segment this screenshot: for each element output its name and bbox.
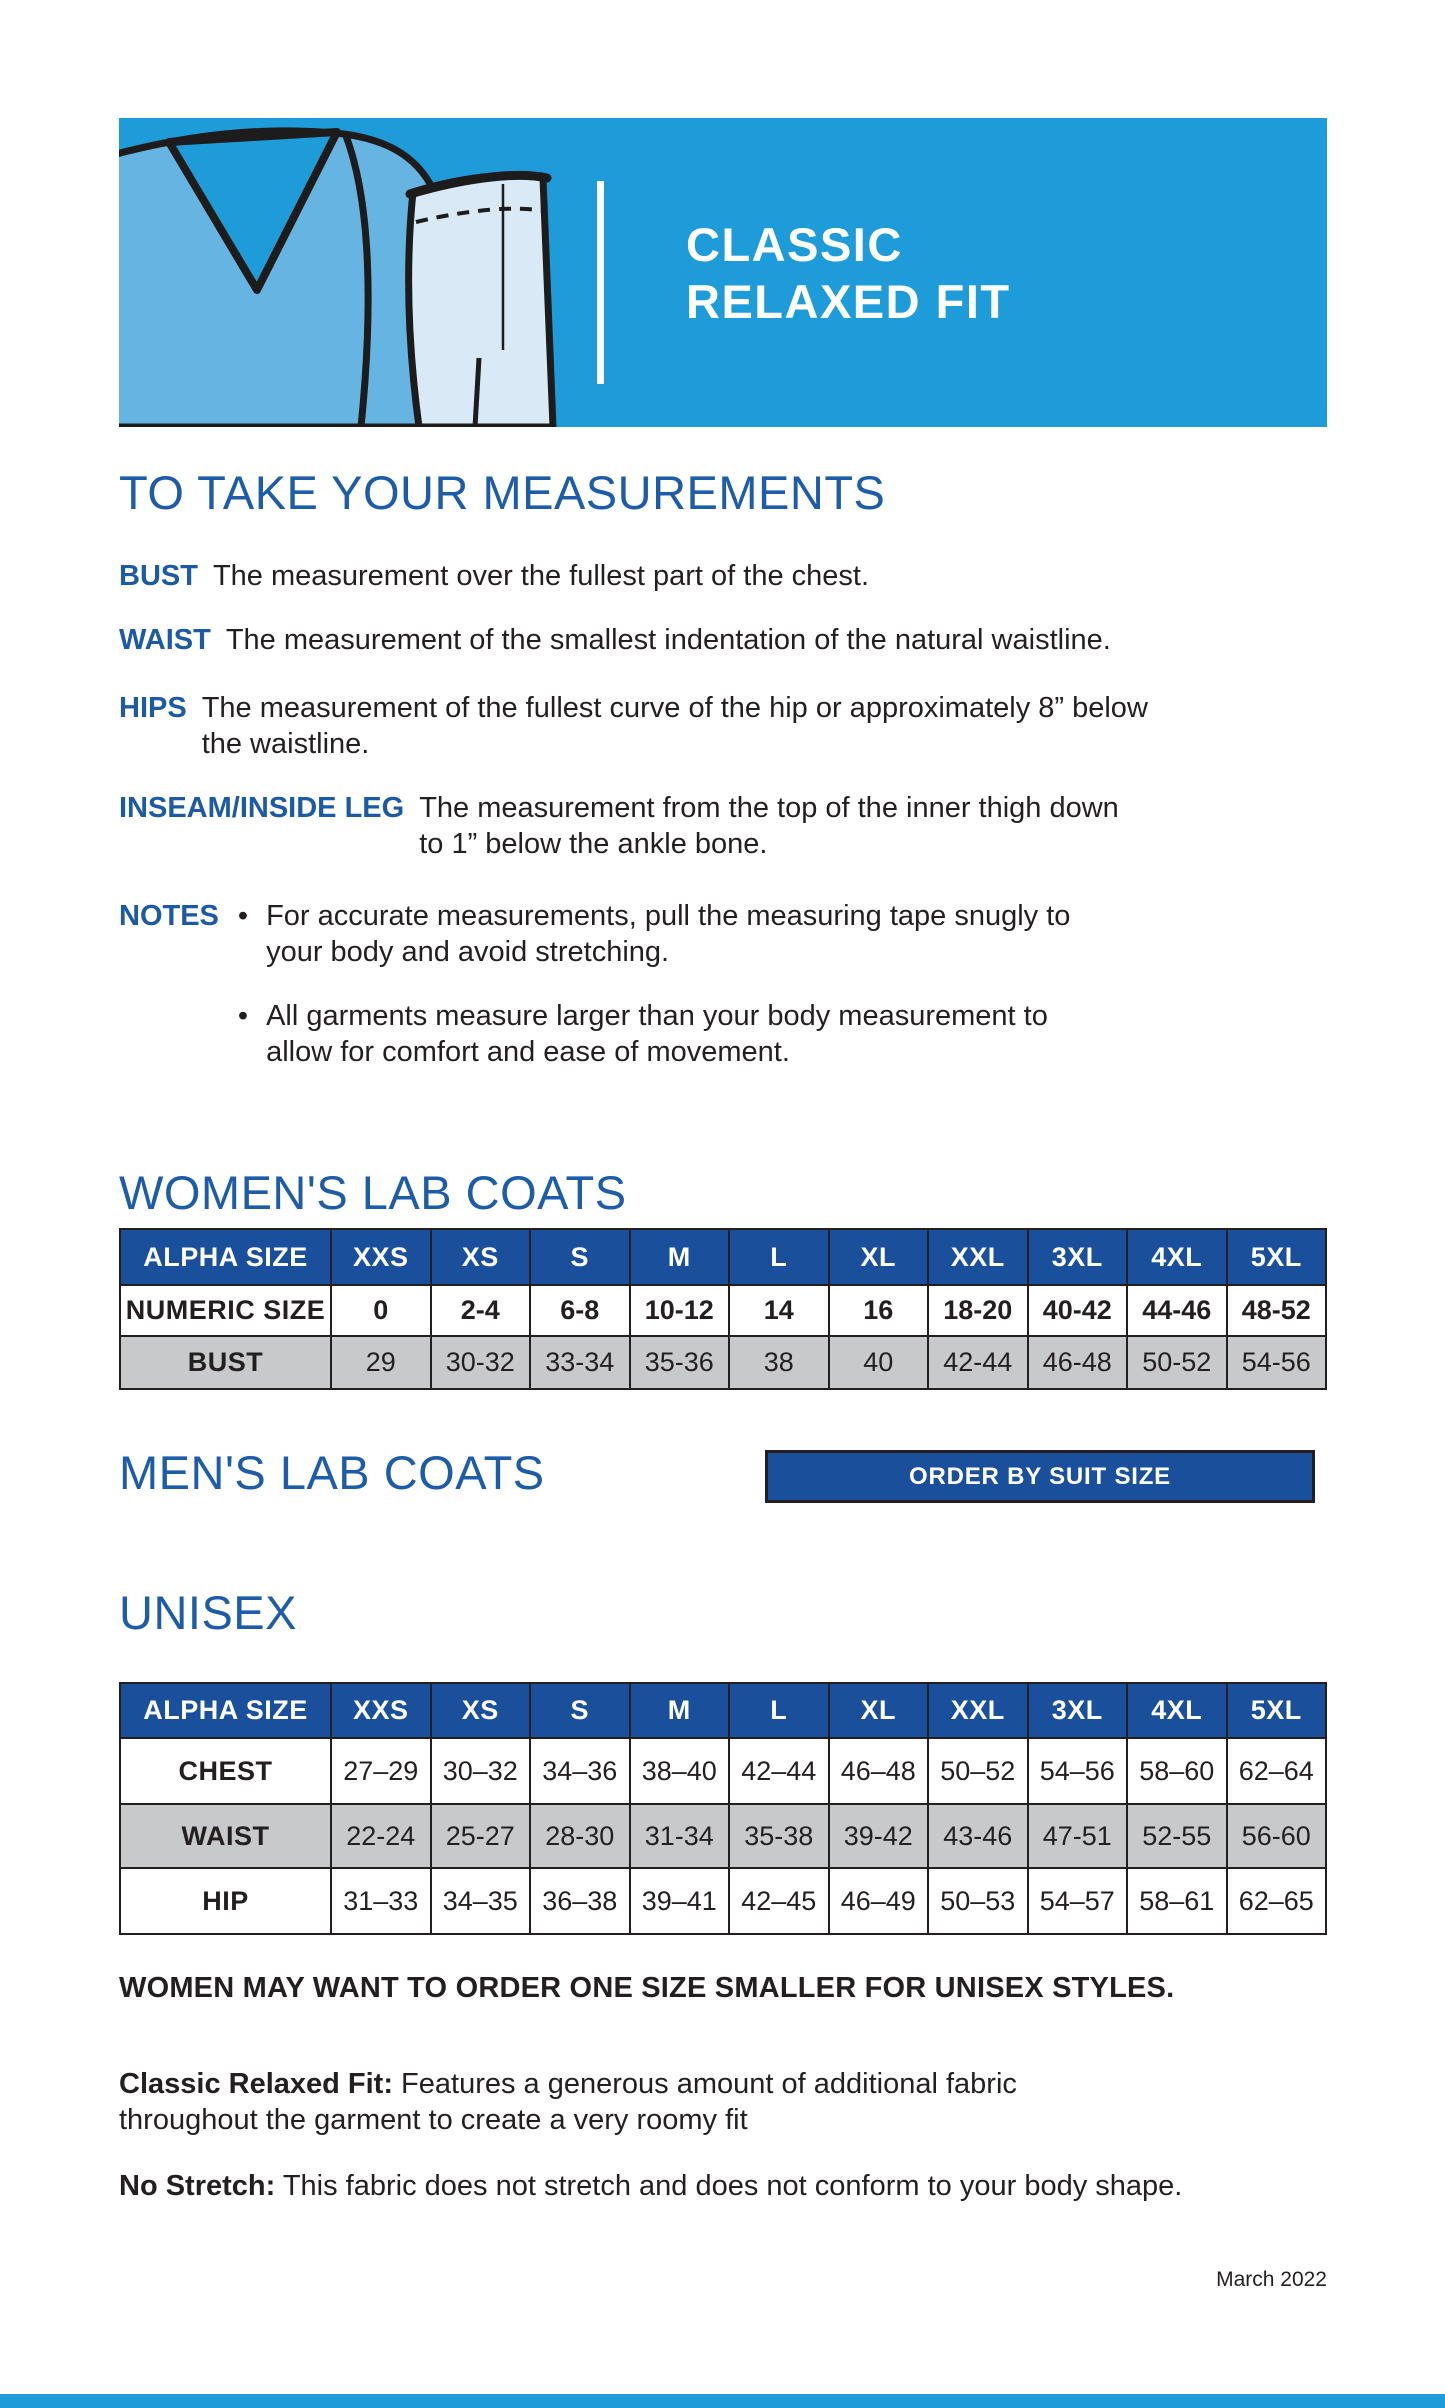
table-cell: 28-30 [530, 1804, 630, 1868]
table-cell: 42-44 [928, 1336, 1028, 1389]
table-cell: 46–49 [829, 1868, 929, 1934]
womens-header-cell: L [729, 1229, 829, 1285]
table-cell: 62–64 [1227, 1738, 1327, 1804]
hips-definition [119, 690, 1327, 762]
bottom-accent-bar [0, 2394, 1445, 2408]
table-cell: 50–53 [928, 1868, 1028, 1934]
womens-header-cell: XS [431, 1229, 531, 1285]
table-cell: 35-36 [630, 1336, 730, 1389]
table-cell: 22-24 [331, 1804, 431, 1868]
womens-header-cell: 5XL [1227, 1229, 1327, 1285]
unisex-header-cell: S [530, 1683, 630, 1738]
table-cell: 54–56 [1028, 1738, 1128, 1804]
table-cell: 18-20 [928, 1285, 1028, 1336]
table-cell: 30–32 [431, 1738, 531, 1804]
no-stretch-paragraph [119, 2168, 1327, 2204]
womens-header-row [120, 1229, 1326, 1285]
table-cell: 34–36 [530, 1738, 630, 1804]
waist-text: The measurement of the smallest indentation of the natural waistline. [225, 624, 1111, 656]
table-cell: 48-52 [1227, 1285, 1327, 1336]
measurements-heading: TO TAKE YOUR MEASUREMENTS [119, 466, 886, 519]
fit-text: Features a generous amount of additional fabric throughout the garment to create a very roomy fit [119, 2068, 1017, 2136]
table-cell: 46-48 [1028, 1336, 1128, 1389]
classic-relaxed-fit-paragraph [119, 2066, 1029, 2138]
bullet-icon: • [237, 1000, 249, 1032]
row-label: NUMERIC SIZE [120, 1285, 331, 1336]
womens-header-cell: 4XL [1127, 1229, 1227, 1285]
unisex-header-cell: 3XL [1028, 1683, 1128, 1738]
unisex-chest-row [120, 1738, 1326, 1804]
unisex-header-cell: XL [829, 1683, 929, 1738]
table-cell: 52-55 [1127, 1804, 1227, 1868]
unisex-header-row [120, 1683, 1326, 1738]
table-cell: 58–60 [1127, 1738, 1227, 1804]
table-cell: 14 [729, 1285, 829, 1336]
note-2-text: All garments measure larger than your body measurement to allow for comfort and ease of movement. [266, 1000, 1048, 1068]
bust-label: BUST [119, 560, 198, 592]
table-cell: 33-34 [530, 1336, 630, 1389]
table-cell: 47-51 [1028, 1804, 1128, 1868]
table-cell: 36–38 [530, 1868, 630, 1934]
inseam-definition [119, 790, 1327, 862]
unisex-waist-row [120, 1804, 1326, 1868]
unisex-header-cell: 4XL [1127, 1683, 1227, 1738]
table-cell: 42–44 [729, 1738, 829, 1804]
hips-text: The measurement of the fullest curve of the hip or approximately 8” below the waistline. [201, 692, 1148, 760]
unisex-header-cell: XXL [928, 1683, 1028, 1738]
banner-title-line-1: CLASSIC [686, 217, 903, 271]
table-cell: 38–40 [630, 1738, 730, 1804]
bust-text: The measurement over the fullest part of the chest. [212, 560, 870, 592]
fit-label: Classic Relaxed Fit: [119, 2068, 393, 2100]
unisex-hip-row [120, 1868, 1326, 1934]
notes-label: NOTES [119, 900, 219, 932]
inseam-label: INSEAM/INSIDE LEG [119, 792, 405, 824]
womens-header-cell: 3XL [1028, 1229, 1128, 1285]
table-cell: 31-34 [630, 1804, 730, 1868]
table-cell: 39-42 [829, 1804, 929, 1868]
waist-definition [119, 622, 1327, 658]
table-cell: 27–29 [331, 1738, 431, 1804]
table-cell: 43-46 [928, 1804, 1028, 1868]
table-cell: 0 [331, 1285, 431, 1336]
table-cell: 44-46 [1127, 1285, 1227, 1336]
table-cell: 46–48 [829, 1738, 929, 1804]
table-cell: 31–33 [331, 1868, 431, 1934]
stretch-label: No Stretch: [119, 2170, 276, 2202]
womens-header-cell: XL [829, 1229, 929, 1285]
unisex-header-cell: M [630, 1683, 730, 1738]
womens-header-cell: S [530, 1229, 630, 1285]
womens-header-cell: M [630, 1229, 730, 1285]
row-label: HIP [120, 1868, 331, 1934]
table-cell: 2-4 [431, 1285, 531, 1336]
womens-header-cell: XXL [928, 1229, 1028, 1285]
note-item [234, 898, 1111, 970]
notes-list [234, 898, 1111, 1070]
revision-date: March 2022 [1216, 2268, 1327, 2291]
unisex-header-cell: 5XL [1227, 1683, 1327, 1738]
womens-size-table-wrap [119, 1228, 1327, 1390]
note-item [234, 998, 1111, 1070]
mens-lab-coats-heading: MEN'S LAB COATS [119, 1446, 545, 1499]
table-cell: 56-60 [1227, 1804, 1327, 1868]
measurement-definitions [119, 558, 1327, 1070]
bullet-icon: • [237, 900, 249, 932]
unisex-size-table-wrap [119, 1682, 1327, 1935]
table-cell: 6-8 [530, 1285, 630, 1336]
hips-label: HIPS [119, 692, 187, 724]
banner-title [686, 118, 1011, 427]
notes-block [119, 898, 1327, 1070]
unisex-header-cell: L [729, 1683, 829, 1738]
table-cell: 50-52 [1127, 1336, 1227, 1389]
unisex-header-cell: XXS [331, 1683, 431, 1738]
mens-lab-coats-section [119, 1448, 1327, 1508]
table-cell: 25-27 [431, 1804, 531, 1868]
table-cell: 54-56 [1227, 1336, 1327, 1389]
table-cell: 38 [729, 1336, 829, 1389]
table-cell: 58–61 [1127, 1868, 1227, 1934]
womens-lab-coats-heading: WOMEN'S LAB COATS [119, 1166, 627, 1219]
table-cell: 39–41 [630, 1868, 730, 1934]
unisex-header-cell: XS [431, 1683, 531, 1738]
womens-header-cell: ALPHA SIZE [120, 1229, 331, 1285]
row-label: WAIST [120, 1804, 331, 1868]
womens-header-cell: XXS [331, 1229, 431, 1285]
table-cell: 34–35 [431, 1868, 531, 1934]
table-cell: 35-38 [729, 1804, 829, 1868]
header-banner [119, 118, 1327, 427]
row-label: BUST [120, 1336, 331, 1389]
unisex-sizing-note: WOMEN MAY WANT TO ORDER ONE SIZE SMALLER FOR UNISEX STYLES. [119, 1972, 1175, 2004]
table-cell: 42–45 [729, 1868, 829, 1934]
note-1-text: For accurate measurements, pull the measuring tape snugly to your body and avoid stretching. [266, 900, 1071, 968]
table-cell: 30-32 [431, 1336, 531, 1389]
order-by-suit-size-button[interactable]: ORDER BY SUIT SIZE [765, 1450, 1315, 1503]
womens-size-table [119, 1228, 1327, 1390]
table-cell: 62–65 [1227, 1868, 1327, 1934]
table-cell: 16 [829, 1285, 929, 1336]
inseam-text: The measurement from the top of the inner thigh down to 1” below the ankle bone. [419, 792, 1119, 860]
table-cell: 40-42 [1028, 1285, 1128, 1336]
table-cell: 10-12 [630, 1285, 730, 1336]
table-cell: 50–52 [928, 1738, 1028, 1804]
womens-numeric-size-row [120, 1285, 1326, 1336]
unisex-header-cell: ALPHA SIZE [120, 1683, 331, 1738]
banner-title-line-2: RELAXED FIT [686, 274, 1011, 328]
table-cell: 29 [331, 1336, 431, 1389]
table-cell: 40 [829, 1336, 929, 1389]
womens-bust-row [120, 1336, 1326, 1389]
bust-definition [119, 558, 1327, 594]
table-cell: 54–57 [1028, 1868, 1128, 1934]
stretch-text: This fabric does not stretch and does not conform to your body shape. [275, 2170, 1183, 2202]
unisex-size-table [119, 1682, 1327, 1935]
unisex-heading: UNISEX [119, 1586, 297, 1639]
row-label: CHEST [120, 1738, 331, 1804]
waist-label: WAIST [119, 624, 211, 656]
